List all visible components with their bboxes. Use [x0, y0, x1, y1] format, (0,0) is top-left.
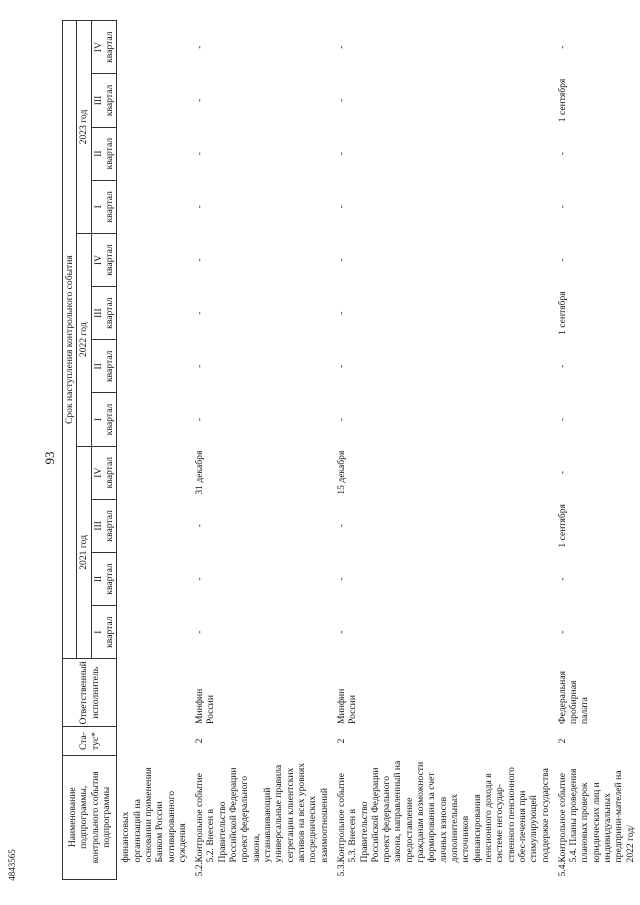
quarter-cell: -: [194, 45, 206, 49]
control-events-table: [62, 20, 639, 880]
quarter-header: [91, 606, 117, 659]
quarter-cell: [117, 127, 191, 180]
quarter-cell: -: [335, 45, 347, 49]
quarter-header: [91, 340, 117, 393]
quarter-cell: -: [556, 205, 568, 209]
quarter-header: [91, 180, 117, 233]
rotated-table-sheet: [62, 20, 636, 880]
row-executor: Федеральная пробирная палата: [556, 671, 591, 724]
row-number: 5.3.: [335, 862, 347, 877]
quarter-cell: -: [194, 205, 206, 209]
quarter-cell: [117, 74, 191, 127]
quarter-cell: [117, 340, 191, 393]
quarter-cell: -: [194, 577, 206, 581]
quarter-header: [91, 74, 117, 127]
header-year-2023: 2023 год: [77, 21, 91, 234]
quarter-word: квартал: [103, 297, 115, 329]
quarter-cell: -: [335, 205, 347, 209]
table-row: [554, 21, 639, 880]
header-status: Ста-тус*: [63, 727, 117, 755]
quarter-cell: -: [194, 524, 206, 528]
quarter-number: IV: [92, 254, 104, 266]
row-number: 5.4.: [556, 862, 568, 877]
quarter-cell: [117, 446, 191, 499]
table-row: [191, 21, 333, 880]
quarter-cell: -: [194, 311, 206, 315]
row-name: финансовых организаций на основании применения Банком России мотивированного суждения: [120, 767, 188, 863]
quarter-cell: -: [335, 152, 347, 156]
quarter-cell: [117, 287, 191, 340]
quarter-cell: [117, 552, 191, 605]
header-period: Срок наступления контрольного события: [63, 21, 77, 659]
quarter-cell: 1 сентября: [556, 291, 568, 335]
quarter-number: II: [92, 150, 104, 157]
quarter-word: квартал: [103, 510, 115, 542]
quarter-cell: -: [556, 258, 568, 262]
row-executor: Минфин России: [194, 688, 217, 724]
table-row: [117, 21, 191, 880]
quarter-cell: [117, 499, 191, 552]
quarter-cell: [117, 393, 191, 446]
quarter-number: I: [92, 205, 104, 209]
quarter-cell: -: [335, 417, 347, 422]
quarter-word: квартал: [103, 350, 115, 383]
quarter-number: I: [92, 417, 104, 422]
quarter-cell: -: [194, 417, 206, 422]
row-executor: [117, 659, 191, 727]
quarter-cell: [117, 233, 191, 286]
quarter-cell: -: [335, 311, 347, 315]
quarter-word: квартал: [103, 244, 115, 276]
quarter-cell: -: [335, 98, 347, 103]
quarter-cell: 1 сентября: [556, 78, 568, 123]
quarter-cell: [117, 180, 191, 233]
quarter-word: квартал: [103, 84, 115, 117]
row-status: 2: [556, 738, 568, 744]
table-row: [333, 21, 554, 880]
quarter-word: квартал: [103, 31, 115, 63]
quarter-cell: -: [335, 364, 347, 368]
quarter-cell: [117, 21, 191, 74]
header-year-2021: 2021 год: [77, 446, 91, 659]
header-executor: Ответственный исполнитель: [63, 659, 117, 727]
quarter-cell: -: [335, 630, 347, 634]
header-name: Наименование подпрограммы, контрольного события подпрограммы: [63, 755, 117, 879]
quarter-word: квартал: [103, 403, 115, 436]
quarter-header: [91, 127, 117, 180]
quarter-cell: -: [335, 577, 347, 581]
table-body: [117, 21, 639, 880]
quarter-cell: 31 декабря: [194, 450, 206, 495]
quarter-cell: -: [194, 258, 206, 262]
quarter-word: квартал: [103, 616, 115, 648]
quarter-header: [91, 499, 117, 552]
quarter-cell: -: [335, 524, 347, 528]
quarter-cell: -: [335, 258, 347, 262]
header-year-2022: 2022 год: [77, 233, 91, 446]
quarter-header: [91, 287, 117, 340]
quarter-header: [91, 233, 117, 286]
quarter-word: квартал: [103, 456, 115, 489]
quarter-cell: -: [194, 98, 206, 103]
row-number: [117, 865, 191, 879]
quarter-number: II: [92, 575, 104, 583]
quarter-number: III: [92, 308, 104, 318]
quarter-header: [91, 21, 117, 74]
quarter-number: I: [92, 630, 104, 634]
quarter-cell: 15 декабря: [335, 450, 347, 495]
quarter-word: квартал: [103, 563, 115, 595]
quarter-cell: -: [556, 471, 568, 475]
quarter-cell: -: [556, 577, 568, 581]
quarter-number: IV: [92, 42, 104, 53]
quarter-number: III: [92, 95, 104, 106]
row-number: 5.2.: [194, 862, 206, 877]
quarter-cell: -: [556, 417, 568, 422]
quarter-cell: -: [556, 630, 568, 634]
row-name: Контрольное событие 5.4. Планы проведения плановых проверок юридических лиц и индивидуальных предприни-мателей на 2022 год/: [556, 768, 636, 863]
row-name: Контрольное событие 5.2. Внесен в Правительство Российской Федерации проект федерального закона, устанавливающий универсальные правила сегрегации клиентских активов на всех уровнях посреднических взаимоотношений: [194, 762, 330, 863]
quarter-cell: -: [194, 364, 206, 368]
quarter-cell: -: [556, 152, 568, 156]
quarter-header: [91, 446, 117, 499]
quarter-header: [91, 393, 117, 446]
quarter-number: IV: [92, 467, 104, 478]
row-status: 2: [194, 738, 206, 744]
quarter-cell: -: [556, 45, 568, 49]
quarter-word: квартал: [103, 191, 115, 223]
row-status: [117, 727, 191, 755]
quarter-cell: 1 сентября: [556, 504, 568, 548]
quarter-cell: -: [556, 364, 568, 368]
quarter-cell: [117, 606, 191, 659]
quarter-number: II: [92, 363, 104, 370]
quarter-word: квартал: [103, 137, 115, 170]
quarter-number: III: [92, 521, 104, 531]
row-name: Контрольное событие 5.3. Внесен в Правительство Российской Федерации проект федерального закона, направленный на предоставление гражданам возможности формирования за счет личных взносов дополнительных источников финансирования пенсионного дохода в системе негосудар-ственного пенсионного обес-печения при стимулирующей поддержке государства: [335, 760, 551, 863]
quarter-cell: -: [194, 630, 206, 634]
row-status: 2: [335, 738, 347, 744]
quarter-cell: -: [194, 152, 206, 156]
document-id: 4843565: [7, 849, 17, 881]
page-number: 93: [42, 451, 57, 465]
quarter-header: [91, 552, 117, 605]
row-executor: Минфин России: [335, 688, 359, 724]
